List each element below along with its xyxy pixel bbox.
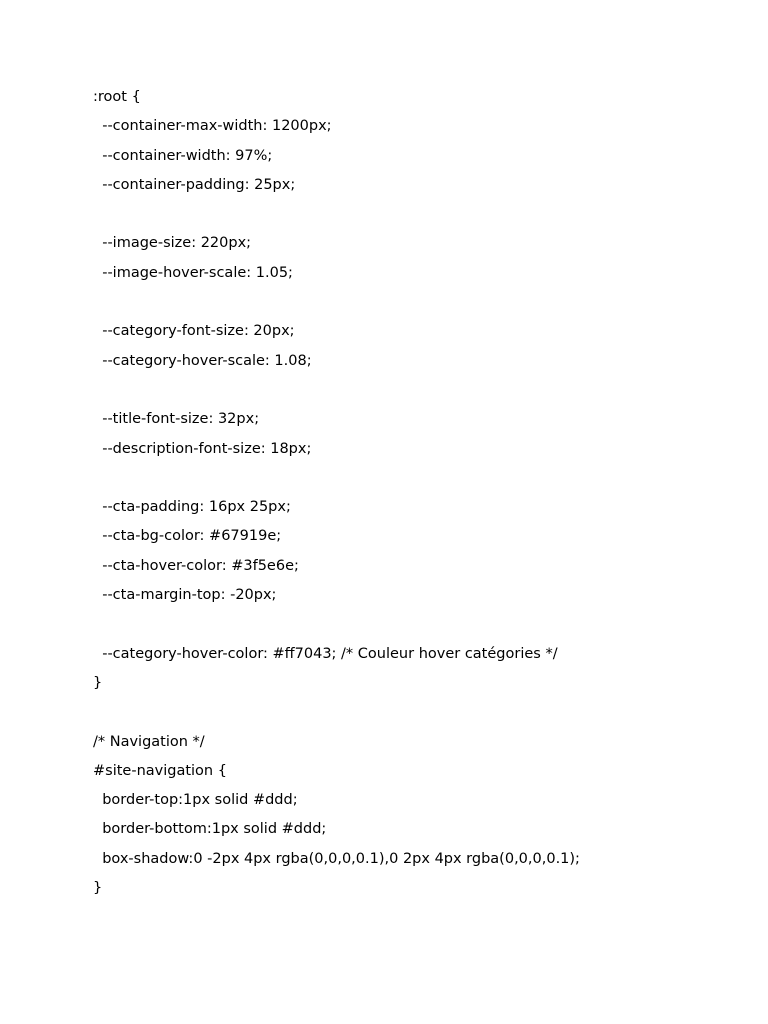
code-line: }	[93, 880, 103, 897]
code-line: --category-font-size: 20px;	[93, 323, 295, 340]
code-line: --description-font-size: 18px;	[93, 440, 312, 457]
css-code-block	[93, 83, 733, 903]
code-line: --container-width: 97%;	[93, 147, 273, 164]
code-line: --title-font-size: 32px;	[93, 411, 260, 428]
code-line: box-shadow:0 -2px 4px rgba(0,0,0,0.1),0 2px 4px rgba(0,0,0,0.1);	[93, 850, 580, 867]
code-line: --image-hover-scale: 1.05;	[93, 264, 293, 281]
blank-line	[93, 464, 733, 493]
code-line: --image-size: 220px;	[93, 235, 252, 252]
code-line: --cta-hover-color: #3f5e6e;	[93, 557, 299, 574]
blank-line	[93, 610, 733, 639]
blank-line	[93, 376, 733, 405]
blank-line	[93, 288, 733, 317]
code-line: --cta-padding: 16px 25px;	[93, 499, 291, 516]
code-line: :root {	[93, 89, 141, 105]
code-line: --cta-bg-color: #67919e;	[93, 528, 282, 545]
code-line: border-bottom:1px solid #ddd;	[93, 821, 327, 838]
code-line: --category-hover-color: #ff7043; /* Couleur hover catégories */	[93, 645, 558, 662]
code-line: --cta-margin-top: -20px;	[93, 587, 277, 604]
code-line: border-top:1px solid #ddd;	[93, 792, 298, 809]
blank-line	[93, 698, 733, 727]
code-line: #site-navigation {	[93, 762, 227, 779]
code-line: }	[93, 674, 103, 691]
blank-line	[93, 200, 733, 229]
code-line: --container-max-width: 1200px;	[93, 118, 332, 135]
code-line: --category-hover-scale: 1.08;	[93, 352, 312, 369]
code-line: --container-padding: 25px;	[93, 176, 296, 193]
code-comment-line: /* Navigation */	[93, 733, 205, 750]
